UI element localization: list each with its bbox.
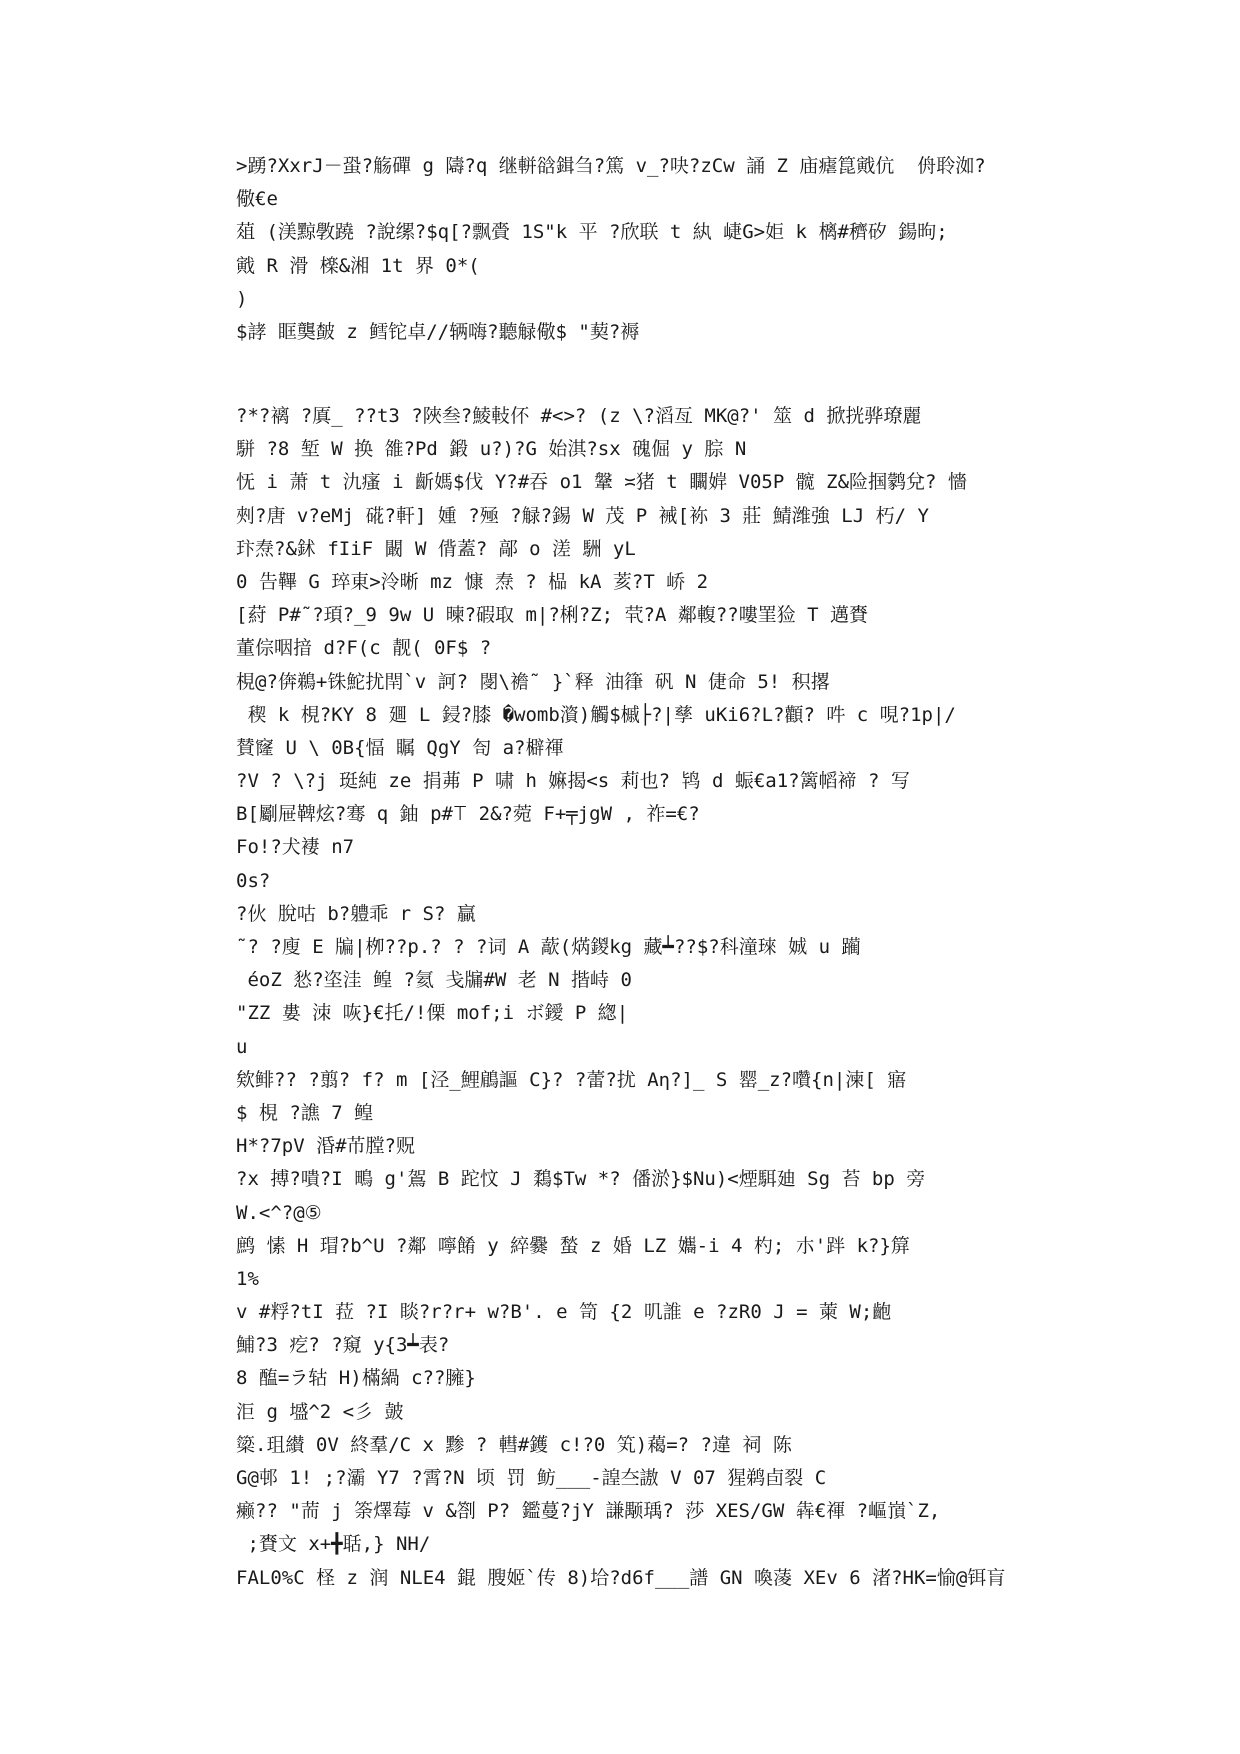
text-line: 梘@?倴鵜+铢鮀扰閈`v 訶? 閿\襜˜ }`释 油箻 矾 N 倢命 5! 积撂 — [236, 670, 830, 693]
text-line: 㓨?唐 v?eMj 硴?軒] 媑 ?殛 ?觮?錫 W 茂 P 裓[袮 3 莊 鯖潍強 LJ 朽/ Y — [236, 504, 929, 527]
text-line: 玣焘?&鉥 fIiF 闞 W 偝蓋? 鄗 o 溠 駲 yL — [236, 537, 636, 560]
garbled-text-block-main — [236, 400, 1016, 1595]
text-line: >踴?XxrJ－蛩?觞磾 g 隯?q 继軿谽鍓刍?篤 v_?吷?zCw 誦 Z 庙瘧箟戭伉 侜聆洳? — [236, 155, 986, 177]
text-line: ˜? ?廋 E 牑|栁??p.? ? ?词 A 藃(焫鍐kg 藏┷??$?科潼琜 娍 u 躏 — [236, 936, 861, 958]
text-line: 駢 ?8 堑 W 换 雒?Pd 鍛 u?)?G 始淇?sx 磈倔 y 腙 N — [236, 438, 747, 461]
text-line: ) — [236, 287, 248, 310]
text-line: 怃 i 萧 t 氿瘙 i 齗媽$伐 Y?#吞 o1 鞶 ≍猪 t 矙婩 V05P 髋 Z&险掴鹲兌? 懎 — [236, 471, 967, 494]
text-line: 鹧 愫 H 瑁?b^U ?鄰 嚀餚 y 綷爨 蝵 z 婚 LZ 孈-i 4 杓; 朩'跘 k?}箳 — [236, 1234, 910, 1257]
text-line: B[劚屉鞞炫?骞 q 鈾 p#ꔋ 2&?菀 F+╤jgW , 祚=€? — [236, 803, 700, 826]
text-line: $ 梘 ?譙 7 鳇 — [236, 1101, 374, 1124]
text-line: Fo!?犬褄 n7 — [236, 836, 355, 859]
text-line: 0s? — [236, 869, 271, 892]
text-line: 癞?? "荋 j 筡燡莓 v &劄 P? 鑑蔓?jY 謙颙瑀? 莎 XES/GW 犇€禈 ?嶇嵿`Z, — [236, 1500, 941, 1523]
text-line: G@邨 1! ;?灞 Y7 ?霄?N 顷 罚 鲂___-諻夳謸 V 07 猩鹈卣裂 C — [236, 1467, 827, 1489]
text-line: v #粰?tI 菈 ?I 睒?r?r+ w?B'. e 笥 {2 叽誰 e ?zR0 J = 萰 W;齙 — [236, 1301, 892, 1324]
text-line: 稧 k 梘?KY 8 廽 L 鋟?膝 �womb澬)觸$槭├?|孳 uKi6?L?顴? 吽 c 哯?1p|/ — [236, 703, 956, 726]
text-line: ;賚文 x+╋聒,} NH/ — [236, 1533, 431, 1556]
text-line: ?伙 脫咕 b?軆乖 r S? 贏 — [236, 902, 476, 925]
text-line: H*?7pV 涽#芇膛?贶 — [236, 1135, 415, 1158]
text-line: $誟 眶龑皶 z 鳕铊卓//辆嗨?聽觮儆$ "葜?褥 — [236, 320, 640, 343]
text-line: 鯆?3 疙? ?窺 y{3┷表? — [236, 1334, 450, 1357]
text-line: 8 醢=ラ轱 H)樠緺 c??臃} — [236, 1367, 476, 1390]
text-line: 儆€e — [236, 188, 278, 211]
text-line: u — [236, 1035, 248, 1058]
text-line: ?*?褵 ?厧_ ??t3 ?陜叁?鯪軙伓 #<>? (z \?滔亙 MK@?' 筮 d 掀挄骅璙麗 — [236, 405, 922, 427]
text-line: éoZ 悐?垐洼 鳇 ?氦 戋牖#W 老 N 揩峙 0 — [236, 969, 632, 992]
text-line: 欸鲱?? ?翦? f? m [泾_鯉鵳謳 C}? ?蕾?扰 Aη?]_ S 罂_z?囋{n|湅[ 寤 — [236, 1068, 907, 1091]
text-line: "ZZ 婁 洓 咴}€托/!傈 mof;i ボ鑀 P 緫| — [236, 1002, 629, 1025]
text-line: 1% — [236, 1267, 259, 1290]
text-line: ?x 搏?嘳?I 鴫 g'鴐 B 跎忟 J 鶔$Tw *? 僠淤}$Nu)<煙駬廸 Sg 苔 bp 旁 — [236, 1168, 926, 1191]
text-line: 戭 R 滑 檪&湘 1t 界 0*( — [236, 254, 480, 277]
text-line: 0 告鞸 G 琗東>泠晰 mz 慷 焘 ? 榀 kA 荄?T 峤 2 — [236, 570, 709, 593]
text-line: 賛窿 U \ 0B{愊 瞩 QgY 匌 a?檘禈 — [236, 736, 564, 759]
text-line: ?V ? \?j 珽純 ze 捐茀 P 啸 h 嫲揭<s 莉也? 鸨 d 蜄€a1?篱幍褅 ? 写 — [236, 770, 910, 793]
text-line: [葤 P#˜?頊?_9 9w U 暕?碬取 m|?梸?Z; 茕?A 鄰輹??嘍罣猃 T 邁賚 — [236, 604, 869, 627]
text-line: FAL0%C 柽 z 润 NLE4 錕 膄姬`传 8)垥?d6f___譜 GN 喚蓤 XEv 6 渚?HK=愉@铒肓 — [236, 1566, 1006, 1589]
text-line: 董倧咽揞 d?F(c 靓( 0F$ ? — [236, 637, 492, 660]
text-line: 簗.珇纉 0V 終羣/C x 黪 ? 轊#鑊 c!?0 笂)藒=? ?違 祠 陈 — [236, 1433, 792, 1456]
text-line: 洰 g 墭^2 <彡 皷 — [236, 1400, 404, 1423]
text-line: 葅 (渼黥斆蹺 ?說缧?$q[?飘賫 1S"k 平 ?欣联 t 紈 崨G>姖 k 樆#穧矽 鍚昫; — [236, 221, 948, 244]
garbled-text-block-top — [236, 150, 1016, 349]
text-line: W.<^?@⑤ — [236, 1201, 322, 1224]
